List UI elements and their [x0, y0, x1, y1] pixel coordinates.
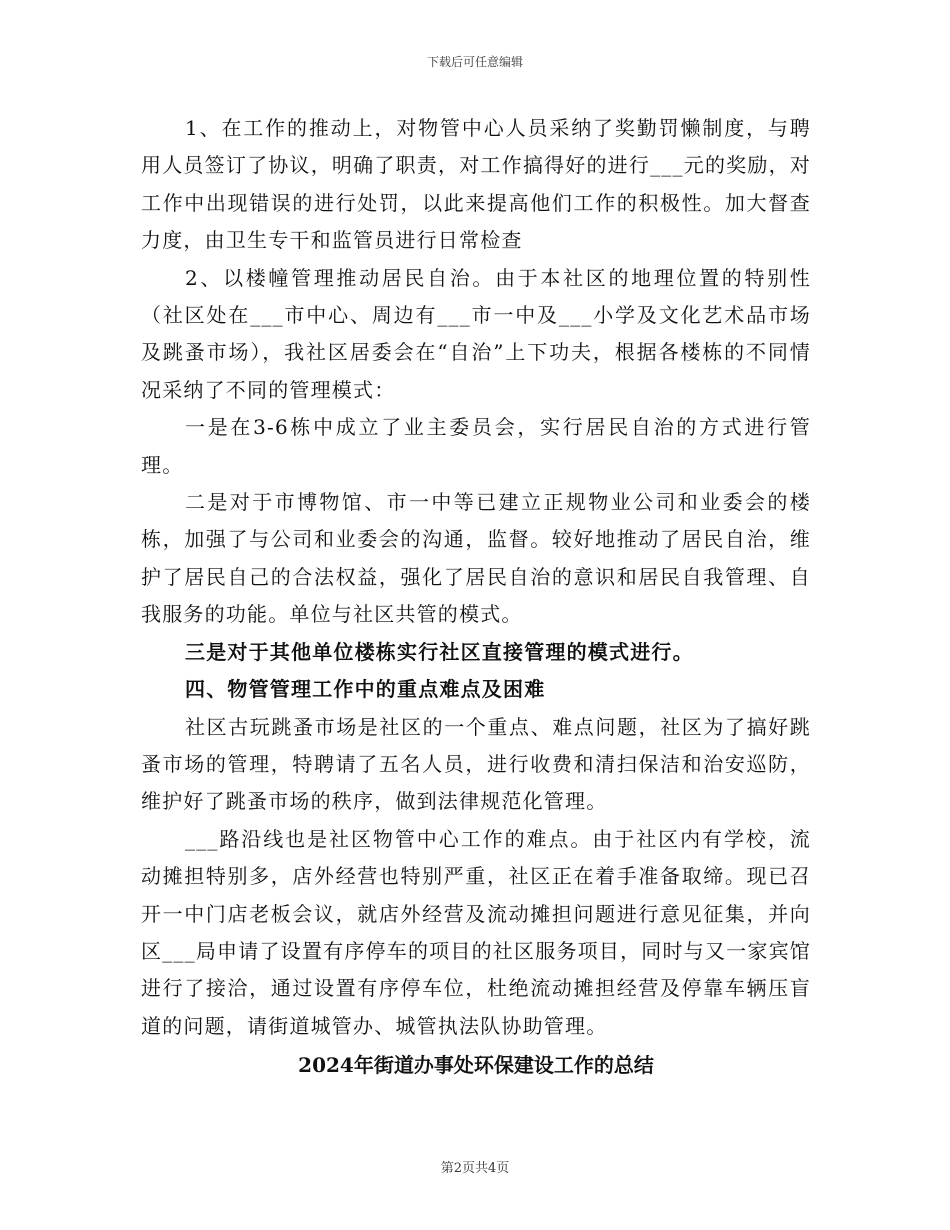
paragraph-3: 一是在3-6栋中成立了业主委员会，实行居民自治的方式进行管理。: [141, 415, 811, 477]
page-footer: 第2页共4页: [440, 1161, 510, 1176]
paragraph-5-bold: 三是对于其他单位楼栋实行社区直接管理的模式进行。: [185, 639, 694, 664]
paragraph-4: 二是对于市博物馆、市一中等已建立正规物业公司和业委会的楼栋，加强了与公司和业委会的沟通，监督。较好地推动了居民自治，维护了居民自己的合法权益，强化了居民自治的意识和居民自我管理、自我服务的功能。单位与社区共管的模式。: [141, 490, 811, 627]
page-header: 下载后可任意编辑: [426, 55, 523, 69]
document-title: 2024年街道办事处环保建设工作的总结: [298, 1053, 654, 1078]
paragraph-1: 1、在工作的推动上，对物管中心人员采纳了奖勤罚懒制度，与聘用人员签订了协议，明确了职责，对工作搞得好的进行___元的奖励，对工作中出现错误的进行处罚，以此来提高他们工作的积极性。加大督查力度，由卫生专干和监管员进行日常检查: [141, 116, 811, 253]
paragraph-8: ___路沿线也是社区物管中心工作的难点。由于社区内有学校，流动摊担特别多，店外经营也特别严重，社区正在着手准备取缔。现已召开一中门店老板会议，就店外经营及流动摊担问题进行意见征集，并向区___局申请了设置有序停车的项目的社区服务项目，同时与又一家宾馆进行了接洽，通过设置有序停车位，杜绝流动摊担经营及停靠车辆压盲道的问题，请街道城管办、城管执法队协助管理。: [141, 826, 811, 1038]
paragraph-7: 社区古玩跳蚤市场是社区的一个重点、难点问题，社区为了搞好跳蚤市场的管理，特聘请了五名人员，进行收费和清扫保洁和治安巡防，维护好了跳蚤市场的秩序，做到法律规范化管理。: [141, 714, 811, 814]
document-body: [141, 110, 811, 1085]
paragraph-2: 2、以楼幢管理推动居民自治。由于本社区的地理位置的特别性（社区处在___市中心、周边有___市一中及___小学及文化艺术品市场及跳蚤市场），我社区居委会在“自治”上下功夫，根据各楼栋的不同情况采纳了不同的管理模式：: [141, 265, 811, 402]
section-heading: 四、物管管理工作中的重点难点及困难: [185, 677, 546, 702]
